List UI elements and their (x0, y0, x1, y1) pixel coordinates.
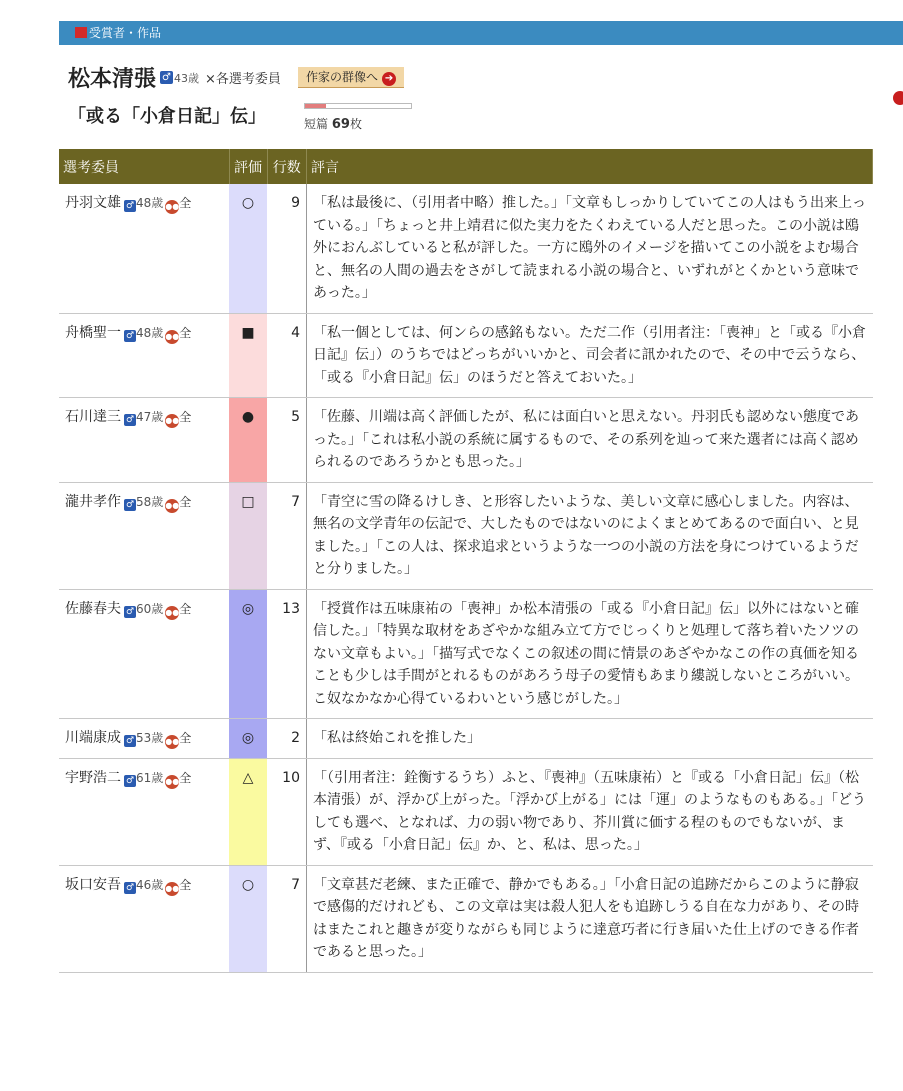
author-gallery-link[interactable] (298, 67, 404, 88)
member-age: 53歳 (136, 731, 164, 745)
member-name[interactable]: 石川達三 (65, 409, 121, 425)
all-comments-link[interactable]: 全 (179, 410, 192, 424)
col-header-lines: 行数 (267, 149, 307, 184)
all-comments-link[interactable]: 全 (179, 601, 192, 616)
line-count-cell: 2 (267, 719, 307, 759)
length-meter-fill (305, 104, 326, 108)
table-row (59, 482, 873, 589)
male-icon: ♂ (125, 415, 135, 425)
comment-icon[interactable]: ●● (165, 499, 179, 513)
work-length-label: 短篇 (304, 117, 329, 131)
comment-icon[interactable]: ●● (165, 200, 179, 214)
comment-cell: 「私は終始これを推した」 (307, 719, 873, 759)
section-header-bar (59, 21, 903, 45)
comment-icon[interactable]: ●● (165, 414, 179, 428)
male-icon: ♂ (125, 736, 135, 746)
work-title-line (68, 102, 266, 128)
nav-arrow-icon[interactable] (893, 91, 903, 105)
member-cell (59, 313, 229, 398)
length-meter (304, 103, 412, 109)
line-count-cell: 7 (267, 482, 307, 589)
member-cell (59, 184, 229, 313)
member-cell (59, 865, 229, 972)
member-cell (59, 589, 229, 719)
arrow-right-icon: ➔ (382, 72, 396, 86)
line-count-cell: 9 (267, 184, 307, 313)
work-length (304, 115, 362, 132)
member-age: 60歳 (136, 601, 164, 616)
comment-icon[interactable]: ●● (165, 735, 179, 749)
member-name[interactable]: 宇野浩二 (65, 769, 121, 786)
rating-cell: ◎ (229, 589, 267, 719)
all-comments-link[interactable]: 全 (179, 325, 192, 340)
line-count-cell: 7 (267, 865, 307, 972)
member-age: 47歳 (136, 410, 164, 424)
male-icon: ♂ (125, 775, 135, 786)
member-age: 58歳 (136, 494, 164, 509)
work-title: 「或る「小倉日記」伝」 (68, 106, 266, 127)
comment-cell: 「佐藤、川端は高く評価したが、私には面白いと思えない。丹羽氏も認めない態度であった。」「これは私小説の系統に属するもので、その系列を辿って来た選者には高く認められるのであろうかとも思った。」 (307, 398, 873, 483)
work-pages-unit: 枚 (349, 117, 362, 131)
member-cell (59, 758, 229, 865)
member-age: 48歳 (136, 196, 164, 210)
member-age: 46歳 (136, 877, 164, 892)
member-age: 48歳 (136, 325, 164, 340)
table-row (59, 865, 873, 972)
table-row (59, 398, 873, 483)
comment-icon[interactable]: ●● (165, 606, 179, 620)
comment-cell: 「（引用者注：銓衡するうち）ふと、『喪神』（五味康祐）と『或る「小倉日記」伝』（松本清張）が、浮かび上がった。「浮かび上がる」には「運」のようなものもある。」「どうしても選べ、となれば、力の弱い物であり、芥川賞に価する程のものでもないが、まず、『或る「小倉日記」伝』か、と、私は、思った。」 (307, 758, 873, 865)
member-name[interactable]: 坂口安吾 (65, 876, 121, 893)
all-comments-link[interactable]: 全 (179, 877, 192, 892)
male-icon: ♂ (160, 71, 173, 84)
col-header-member: 選考委員 (59, 149, 229, 184)
table-header-row (59, 149, 873, 184)
col-header-rating: 評価 (229, 149, 267, 184)
line-count-cell: 13 (267, 589, 307, 719)
table-row (59, 313, 873, 398)
section-label: 受賞者・作品 (89, 26, 162, 40)
comment-icon[interactable]: ●● (165, 882, 179, 896)
rating-cell: □ (229, 482, 267, 589)
line-count-cell: 5 (267, 398, 307, 483)
work-pages: 69 (331, 117, 350, 132)
all-comments-link[interactable]: 全 (179, 731, 192, 745)
male-icon: ♂ (125, 330, 135, 341)
author-line (68, 62, 404, 90)
member-name[interactable]: 瀧井孝作 (65, 493, 121, 510)
member-name[interactable]: 丹羽文雄 (65, 195, 121, 211)
rating-cell: ● (229, 398, 267, 483)
author-role: ×各選考委員 (205, 72, 281, 87)
male-icon: ♂ (125, 882, 135, 893)
comment-cell: 「文章甚だ老練、また正確で、静かでもある。」「小倉日記の追跡だからこのように静寂で感傷的だけれども、この文章は実は殺人犯人をも追跡しうる自在な力があり、その時はまたこれと趣きが変りながらも同じように達意巧者に行き届いた仕上げのできる作者であると思った。」 (307, 865, 873, 972)
all-comments-link[interactable]: 全 (179, 494, 192, 509)
comment-icon[interactable]: ●● (165, 775, 179, 789)
male-icon: ♂ (125, 606, 135, 617)
rating-cell: ◎ (229, 719, 267, 759)
table-row (59, 589, 873, 719)
all-comments-link[interactable]: 全 (179, 196, 192, 210)
male-icon: ♂ (125, 201, 135, 211)
gallery-link-label: 作家の群像へ (306, 70, 379, 84)
member-name[interactable]: 佐藤春夫 (65, 600, 121, 617)
comment-cell: 「私一個としては、何ンらの感銘もない。ただ二作（引用者注：「喪神」と「或る『小倉日記』伝」）のうちではどっちがいいかと、司会者に訊かれたので、その中で云うなら、「或る『小倉日記』伝」のほうだと答えておいた。」 (307, 313, 873, 398)
rating-cell: ■ (229, 313, 267, 398)
comment-icon[interactable]: ●● (165, 330, 179, 344)
comment-cell: 「青空に雪の降るけしき、と形容したいような、美しい文章に感心しました。内容は、無名の文学青年の伝記で、大したものではないのによくまとめてあるので面白い、と見ました。」「この人は、探求追求というような一つの小説の方法を身につけているようだと分りました。」 (307, 482, 873, 589)
rating-cell: △ (229, 758, 267, 865)
book-icon (75, 27, 87, 38)
rating-cell: ○ (229, 184, 267, 313)
rating-cell: ○ (229, 865, 267, 972)
line-count-cell: 4 (267, 313, 307, 398)
member-name[interactable]: 川端康成 (65, 730, 121, 746)
member-cell (59, 482, 229, 589)
comment-cell: 「授賞作は五味康祐の「喪神」か松本清張の「或る『小倉日記』伝」以外にはないと確信した。」「特異な取材をあざやかな組み立て方でじっくりと処理して落ち着いたソツのない文章もよい。」「描写式でなくこの叙述の間に情景のあざやかなこの作の真価を知ることも少しは手間がとれるものがあろう母子の愛情もあまり縷説しないところがいい。こ奴なかなか心得ているわいという感じがした。」 (307, 589, 873, 719)
table-row (59, 184, 873, 313)
line-count-cell: 10 (267, 758, 307, 865)
author-name[interactable]: 松本清張 (68, 67, 157, 92)
all-comments-link[interactable]: 全 (179, 770, 192, 785)
table-row (59, 719, 873, 759)
member-cell (59, 398, 229, 483)
selection-comments-table (59, 149, 873, 973)
member-cell (59, 719, 229, 759)
member-age: 61歳 (136, 770, 164, 785)
author-age: 43歳 (174, 71, 200, 85)
member-name[interactable]: 舟橋聖一 (65, 324, 121, 341)
col-header-comment: 評言 (307, 149, 873, 184)
male-icon: ♂ (125, 499, 135, 510)
comment-cell: 「私は最後に、（引用者中略）推した。」「文章もしっかりしていてこの人はもう出来上っている。」「ちょっと井上靖君に似た実力をたくわえている人だと思った。この小説は鴎外におんぶしていると私が評した。一方に鴎外のイメージを描いてこの小説をよむ場合と、無名の人間の過去をさがして読まれる小説の場合と、いずれがとくかという意味であった。」 (307, 184, 873, 313)
table-row (59, 758, 873, 865)
